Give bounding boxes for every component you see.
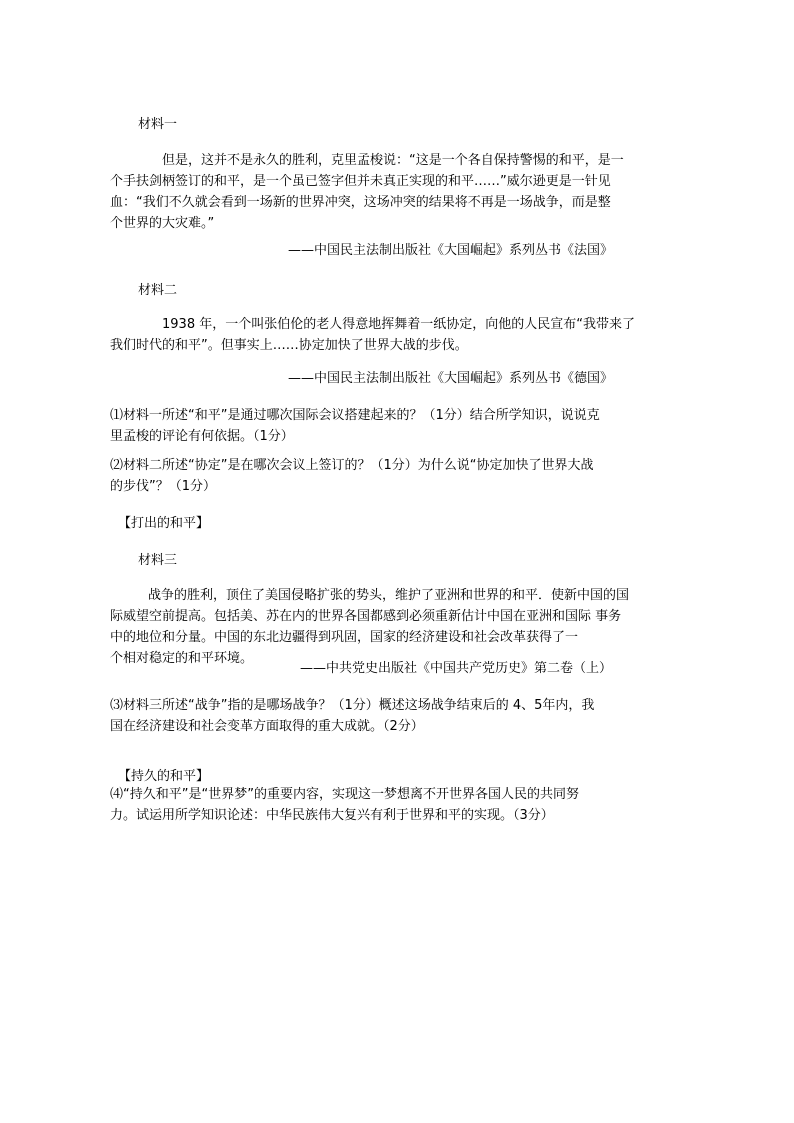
material3-label: 材料三 [138, 553, 178, 568]
material1-label: 材料一 [138, 117, 178, 132]
question3-line: 国在经济建设和社会变革方面取得的重大成就。（2分） [110, 719, 424, 734]
question1-line: 里孟梭的评论有何依据。（1分） [110, 429, 294, 444]
material1-line: 但是，这并不是永久的胜利，克里孟梭说：“这是一个各自保持警惕的和平，是一 [162, 153, 624, 168]
material3-line: 战争的胜利，顶住了美国侵略扩张的势头，维护了亚洲和世界的和平．使新中国的国 [148, 588, 630, 603]
section-heading-fought-peace: 【打出的和平】 [118, 516, 210, 531]
material3-source: ——中共党史出版社《中国共产党历史》第二卷（上） [300, 661, 613, 676]
question1-line: ⑴材料一所述“和平”是通过哪次国际会议搭建起来的？（1分）结合所学知识，说说克 [110, 408, 600, 423]
material1-source: ——中国民主法制出版社《大国崛起》系列丛书《法国》 [288, 243, 614, 258]
material3-line: 际威望空前提高。包括美、苏在内的世界各国都感到必须重新估计中国在亚洲和国际 事务 [110, 609, 622, 624]
question2-line: ⑵材料二所述“协定”是在哪次会议上签订的？（1分）为什么说“协定加快了世界大战 [110, 458, 594, 473]
material1-line: 血：“我们不久就会看到一场新的世界冲突，这场冲突的结果将不再是一场战争，而是整 [110, 195, 611, 210]
material2-line: 我们时代的和平”。但事实上……协定加快了世界大战的步伐。 [110, 338, 468, 353]
material2-label: 材料二 [138, 283, 178, 298]
material2-source: ——中国民主法制出版社《大国崛起》系列丛书《德国》 [288, 371, 614, 386]
material3-line: 个相对稳定的和平环境。 [110, 651, 254, 666]
material1-text [110, 150, 684, 234]
material3-line: 中的地位和分量。中国的东北边疆得到巩固，国家的经济建设和社会改革获得了一 [110, 630, 579, 645]
question2 [110, 455, 684, 497]
section-heading-lasting-peace: 【持久的和平】 [118, 769, 210, 784]
material2-text [110, 314, 684, 356]
question2-line: 的步伐”？（1分） [110, 479, 217, 494]
material3-text [110, 585, 684, 669]
question3 [110, 695, 684, 737]
question4 [110, 784, 684, 826]
question4-line: 力。试运用所学知识论述：中华民族伟大复兴有利于世界和平的实现。（3分） [110, 808, 554, 823]
question4-line: ⑷“持久和平”是“世界梦”的重要内容，实现这一梦想离不开世界各国人民的共同努 [110, 787, 579, 802]
question3-line: ⑶材料三所述“战争”指的是哪场战争？（1分）概述这场战争结束后的 4、5年内，我 [110, 698, 595, 713]
material2-line: 1938 年，一个叫张伯伦的老人得意地挥舞着一纸协定，向他的人民宣布“我带来了 [162, 317, 635, 332]
question1 [110, 405, 684, 447]
material1-line: 个世界的大灾难。” [110, 216, 215, 231]
material1-line: 个手扶剑柄签订的和平，是一个虽已签字但并未真正实现的和平……”威尔逊更是一针见 [110, 174, 611, 189]
